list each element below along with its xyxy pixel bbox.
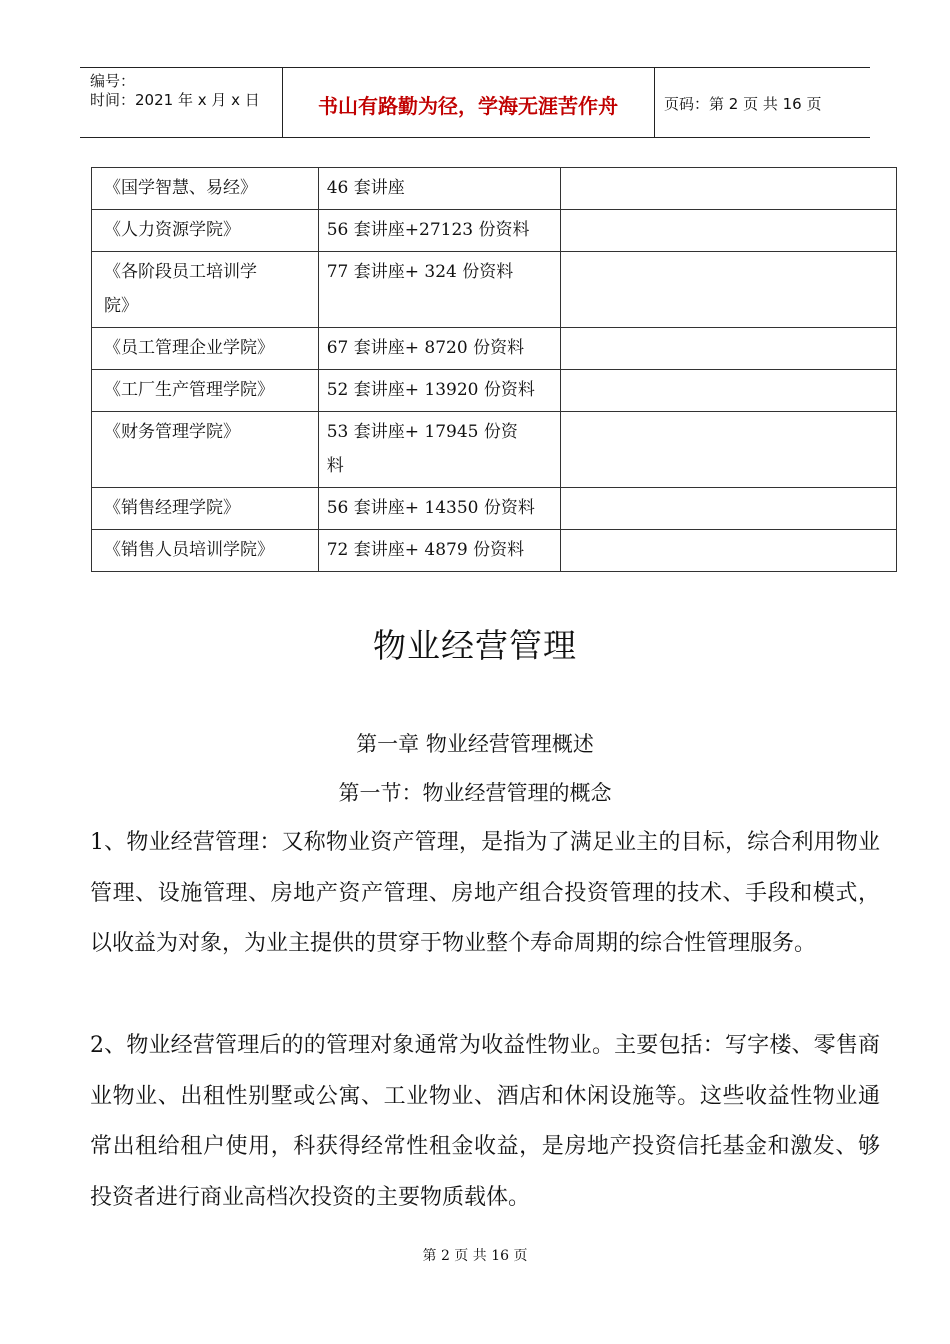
cell-text-line: 《销售人员培训学院》 (104, 540, 274, 560)
course-content-cell (318, 210, 561, 252)
header-divider (654, 68, 655, 137)
cell-text-line: 料 (326, 456, 344, 476)
empty-cell (561, 328, 897, 370)
cell-text-line: 72 套讲座+ 4879 份资料 (326, 540, 525, 560)
empty-cell (561, 370, 897, 412)
course-name-cell (92, 328, 319, 370)
cell-text-line: 《人力资源学院》 (104, 220, 240, 240)
cell-text-line: 77 套讲座+ 324 份资料 (326, 262, 514, 282)
course-content-cell (318, 328, 561, 370)
header-motto: 书山有路勤为径，学海无涯苦作舟 (318, 94, 618, 118)
course-name-cell (92, 412, 319, 488)
empty-cell (561, 252, 897, 328)
cell-text-line: 院》 (104, 296, 138, 316)
table-row (92, 328, 897, 370)
course-content-cell (318, 488, 561, 530)
course-table (91, 167, 897, 572)
table-row (92, 370, 897, 412)
cell-text-line: 《财务管理学院》 (104, 422, 240, 442)
number-label: 编号： (90, 72, 136, 90)
cell-text-line: 67 套讲座+ 8720 份资料 (326, 338, 525, 358)
page-title: 物业经营管理 (373, 626, 577, 665)
course-name-cell (92, 168, 319, 210)
course-name-cell (92, 210, 319, 252)
course-content-cell (318, 252, 561, 328)
table-row (92, 210, 897, 252)
header-page-info: 页码：第 2 页 共 16 页 (664, 95, 822, 113)
course-name-cell (92, 370, 319, 412)
cell-text-line: 《国学智慧、易经》 (104, 178, 257, 198)
course-content-cell (318, 370, 561, 412)
table-row (92, 412, 897, 488)
course-table-body (92, 168, 897, 572)
cell-text-line: 56 套讲座+ 14350 份资料 (326, 498, 535, 518)
course-name-cell (92, 252, 319, 328)
course-name-cell (92, 488, 319, 530)
table-row (92, 530, 897, 572)
empty-cell (561, 210, 897, 252)
course-name-cell (92, 530, 319, 572)
header-meta (90, 72, 260, 110)
cell-text-line: 52 套讲座+ 13920 份资料 (326, 380, 535, 400)
table-row (92, 252, 897, 328)
empty-cell (561, 168, 897, 210)
cell-text-line: 《工厂生产管理学院》 (104, 380, 274, 400)
empty-cell (561, 488, 897, 530)
date-label: 时间：2021 年 x 月 x 日 (90, 91, 260, 109)
course-content-cell (318, 412, 561, 488)
table-row (92, 488, 897, 530)
page-footer: 第 2 页 共 16 页 (422, 1248, 528, 1264)
cell-text-line: 《销售经理学院》 (104, 498, 240, 518)
paragraph-2: 2、物业经营管理后的的管理对象通常为收益性物业。主要包括：写字楼、零售商业物业、出租性别墅或公寓、工业物业、酒店和休闲设施等。这些收益性物业通常出租给租户使用，科获得经常性租金收益，是房地产投资信托基金和激发、够投资者进行商业高档次投资的主要物质载体。 (90, 1033, 880, 1211)
empty-cell (561, 412, 897, 488)
chapter-heading: 第一章 物业经营管理概述 (356, 732, 594, 756)
paragraph-1: 1、物业经营管理：又称物业资产管理，是指为了满足业主的目标，综合利用物业管理、设施管理、房地产资产管理、房地产组合投资管理的技术、手段和模式，以收益为对象，为业主提供的贯穿于物业整个寿命周期的综合性管理服务。 (90, 830, 880, 957)
course-content-cell (318, 168, 561, 210)
cell-text-line: 46 套讲座 (326, 178, 405, 198)
cell-text-line: 56 套讲座+27123 份资料 (326, 220, 530, 240)
cell-text-line: 《各阶段员工培训学 (104, 262, 257, 282)
empty-cell (561, 530, 897, 572)
section-heading: 第一节：物业经营管理的概念 (338, 781, 612, 805)
course-content-cell (318, 530, 561, 572)
cell-text-line: 53 套讲座+ 17945 份资 (326, 422, 518, 442)
document-header (80, 67, 870, 138)
table-row (92, 168, 897, 210)
cell-text-line: 《员工管理企业学院》 (104, 338, 274, 358)
